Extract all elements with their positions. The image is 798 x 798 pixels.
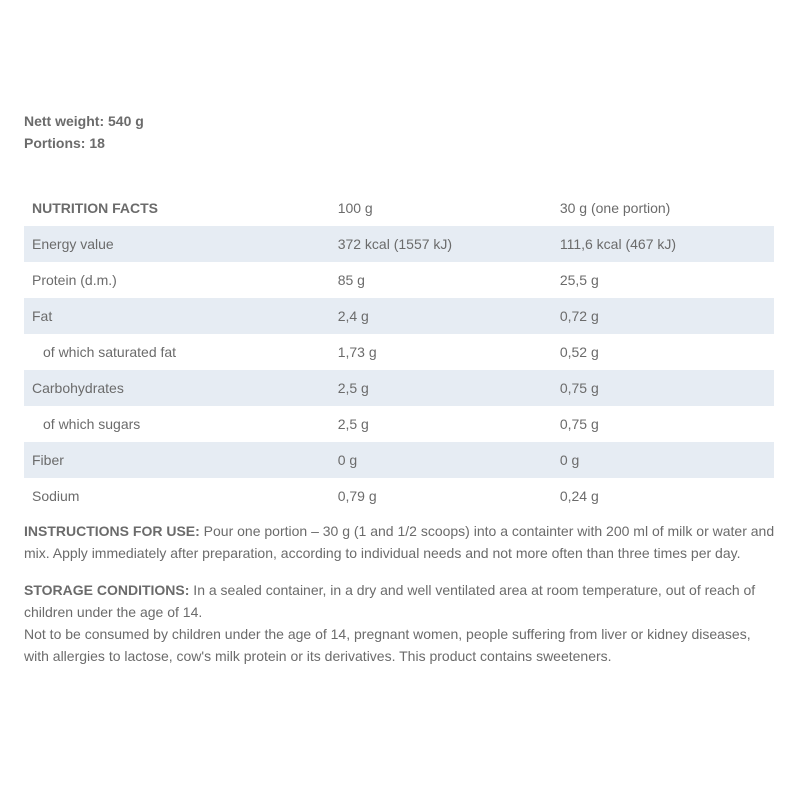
table-row: [24, 226, 774, 262]
nett-weight: Nett weight: 540 g: [24, 113, 144, 129]
row-value-100g: 85 g: [337, 272, 365, 288]
row-label: Fiber: [24, 442, 330, 478]
row-label: of which sugars: [43, 416, 141, 432]
row-value-portion: 111,6 kcal (467 kJ): [552, 226, 774, 262]
table-header-row: [24, 190, 774, 226]
row-value-100g: 2,5 g: [330, 370, 552, 406]
storage-paragraph: [24, 579, 776, 623]
row-label: of which saturated fat: [43, 344, 177, 360]
row-label: Protein (d.m.): [32, 272, 117, 288]
nutrition-table: [24, 190, 774, 514]
row-label: Carbohydrates: [24, 370, 330, 406]
row-label: Sodium: [32, 488, 80, 504]
portions: Portions: 18: [24, 135, 105, 151]
table-row: [24, 298, 774, 334]
row-value-100g: 372 kcal (1557 kJ): [330, 226, 552, 262]
row-value-100g: 1,73 g: [337, 344, 377, 360]
header-per-100g: 100 g: [337, 200, 373, 216]
table-row: [24, 370, 774, 406]
product-info: [24, 110, 776, 667]
warning-paragraph: Not to be consumed by children under the age of 14, pregnant women, people suffering from liver or kidney diseases, with allergies to lactose, cow's milk protein or its derivatives. This product contains sweeteners.: [24, 626, 751, 664]
storage-heading: STORAGE CONDITIONS:: [24, 582, 190, 598]
row-value-100g: 0 g: [330, 442, 552, 478]
row-value-portion: 0,75 g: [552, 370, 774, 406]
row-label: Energy value: [24, 226, 330, 262]
row-value-100g: 2,4 g: [330, 298, 552, 334]
instructions-text: Pour one portion – 30 g (1 and 1/2 scoops) into a containter with 200 ml of milk or water and mix. Apply immediately after preparation, according to individual needs and not more often than three times per day.: [24, 523, 775, 561]
row-value-portion: 25,5 g: [559, 272, 599, 288]
header-per-portion: 30 g (one portion): [559, 200, 671, 216]
row-value-portion: 0 g: [552, 442, 774, 478]
instructions-heading: INSTRUCTIONS FOR USE:: [24, 523, 200, 539]
row-value-100g: 0,79 g: [337, 488, 377, 504]
header-nutrition-facts: NUTRITION FACTS: [32, 200, 158, 216]
row-label: Fat: [24, 298, 330, 334]
row-value-portion: 0,75 g: [559, 416, 599, 432]
table-row: [24, 478, 774, 514]
table-row: [24, 262, 774, 298]
row-value-100g: 2,5 g: [337, 416, 369, 432]
table-row: [24, 406, 774, 442]
row-value-portion: 0,52 g: [559, 344, 599, 360]
table-row: [24, 334, 774, 370]
table-row: [24, 442, 774, 478]
row-value-portion: 0,72 g: [552, 298, 774, 334]
storage-text: In a sealed container, in a dry and well ventilated area at room temperature, out of reach of children under the age of 14.: [24, 582, 756, 620]
row-value-portion: 0,24 g: [559, 488, 599, 504]
instructions-paragraph: [24, 520, 776, 564]
